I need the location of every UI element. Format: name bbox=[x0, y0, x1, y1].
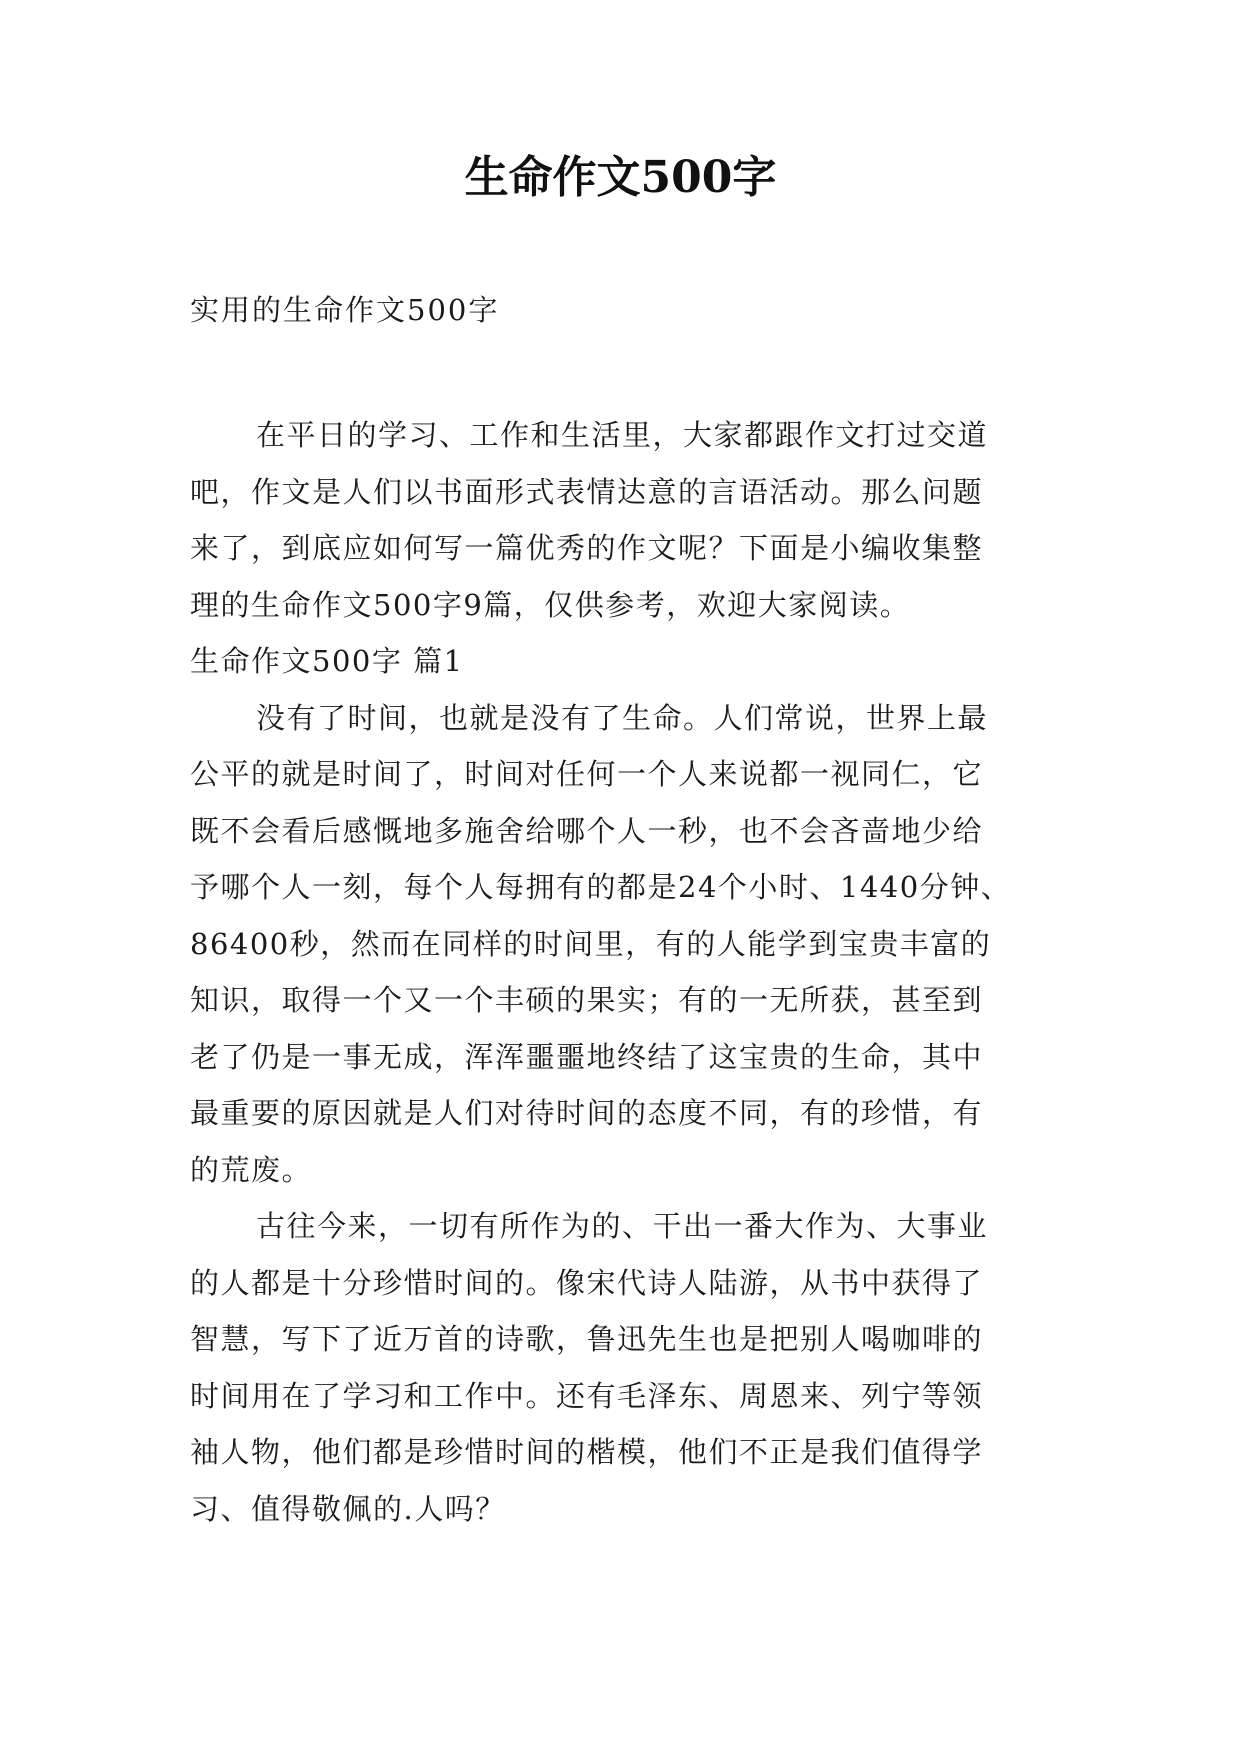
body-line: 的人都是十分珍惜时间的。像宋代诗人陆游，从书中获得了 bbox=[190, 1265, 984, 1300]
body-line: 86400秒，然而在同样的时间里，有的人能学到宝贵丰富的 bbox=[190, 926, 992, 961]
body-line: 在平日的学习、工作和生活里，大家都跟作文打过交道 bbox=[256, 418, 989, 452]
body-line: 古往今来，一切有所作为的、干出一番大作为、大事业 bbox=[256, 1209, 989, 1243]
body-line: 没有了时间，也就是没有了生命。人们常说，世界上最 bbox=[256, 700, 989, 735]
body-line: 知识，取得一个又一个丰硕的果实；有的一无所获，甚至到 bbox=[190, 983, 984, 1017]
body-line: 既不会看后感慨地多施舍给哪个人一秒，也不会吝啬地少给 bbox=[190, 813, 984, 848]
body-line: 智慧，写下了近万首的诗歌，鲁迅先生也是把别人喝咖啡的 bbox=[190, 1322, 984, 1356]
document-title: 生命作文500字 bbox=[464, 152, 777, 203]
body-line: 公平的就是时间了，时间对任何一个人来说都一视同仁，它 bbox=[190, 757, 984, 791]
body-line: 最重要的原因就是人们对待时间的态度不同，有的珍惜，有 bbox=[190, 1096, 984, 1130]
body-line: 袖人物，他们都是珍惜时间的楷模，他们不正是我们值得学 bbox=[190, 1435, 984, 1469]
document-body bbox=[190, 407, 1050, 1537]
body-line: 习、值得敬佩的.人吗？ bbox=[190, 1491, 506, 1526]
body-line: 老了仍是一事无成，浑浑噩噩地终结了这宝贵的生命，其中 bbox=[190, 1039, 984, 1074]
document-subtitle: 实用的生命作文500字 bbox=[190, 293, 500, 327]
body-line: 吧，作文是人们以书面形式表情达意的言语活动。那么问题 bbox=[190, 474, 984, 509]
body-line: 的荒废。 bbox=[190, 1152, 313, 1187]
section-heading: 生命作文500字 篇1 bbox=[190, 644, 464, 678]
body-line: 予哪个人一刻，每个人每拥有的都是24个小时、1440分钟、 bbox=[190, 870, 1012, 904]
body-line: 理的生命作文500字9篇，仅供参考，欢迎大家阅读。 bbox=[190, 587, 911, 622]
body-line: 来了，到底应如何写一篇优秀的作文呢？下面是小编收集整 bbox=[190, 531, 984, 565]
body-line: 时间用在了学习和工作中。还有毛泽东、周恩来、列宁等领 bbox=[190, 1378, 984, 1413]
